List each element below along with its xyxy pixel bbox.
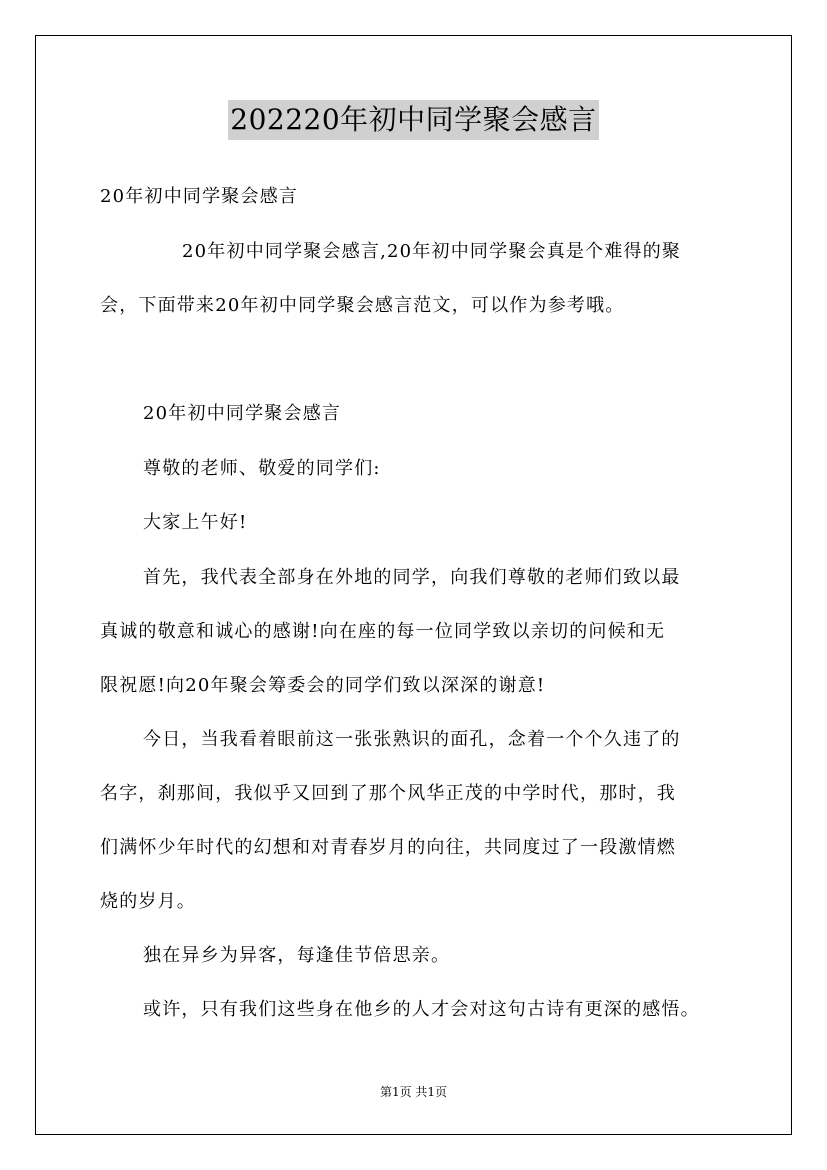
para1-line-1: 首先，我代表全部身在外地的同学，向我们尊敬的老师们致以最 [143,567,681,588]
document-title: 202220年初中同学聚会感言 [228,100,598,140]
section-heading: 20年初中同学聚会感言 [143,403,342,424]
subtitle: 20年初中同学聚会感言 [100,186,299,207]
para2-line-1: 今日，当我看着眼前这一张张熟识的面孔，念着一个个久违了的 [143,729,681,750]
title-container [0,100,827,140]
para1-line-2: 真诚的敬意和诚心的感谢!向在座的每一位同学致以亲切的问候和无 [100,621,666,642]
hello-line: 大家上午好! [143,512,248,533]
para1-line-3: 限祝愿!向20年聚会筹委会的同学们致以深深的谢意! [100,675,546,696]
intro-line-2: 会，下面带来20年初中同学聚会感言范文，可以作为参考哦。 [100,295,625,316]
para2-line-2: 名字，刹那间，我似乎又回到了那个风华正茂的中学时代，那时，我 [100,783,676,804]
page-footer: 第1页 共1页 [379,1085,448,1099]
para4-line: 或许，只有我们这些身在他乡的人才会对这句古诗有更深的感悟。 [143,999,700,1020]
greeting: 尊敬的老师、敬爱的同学们: [143,458,381,479]
para2-line-3: 们满怀少年时代的幻想和对青春岁月的向往，共同度过了一段激情燃 [100,837,676,858]
para2-line-4: 烧的岁月。 [100,891,196,912]
para3-line: 独在异乡为异客，每逢佳节倍思亲。 [143,945,451,966]
intro-line-1: 20年初中同学聚会感言,20年初中同学聚会真是个难得的聚 [182,241,682,262]
